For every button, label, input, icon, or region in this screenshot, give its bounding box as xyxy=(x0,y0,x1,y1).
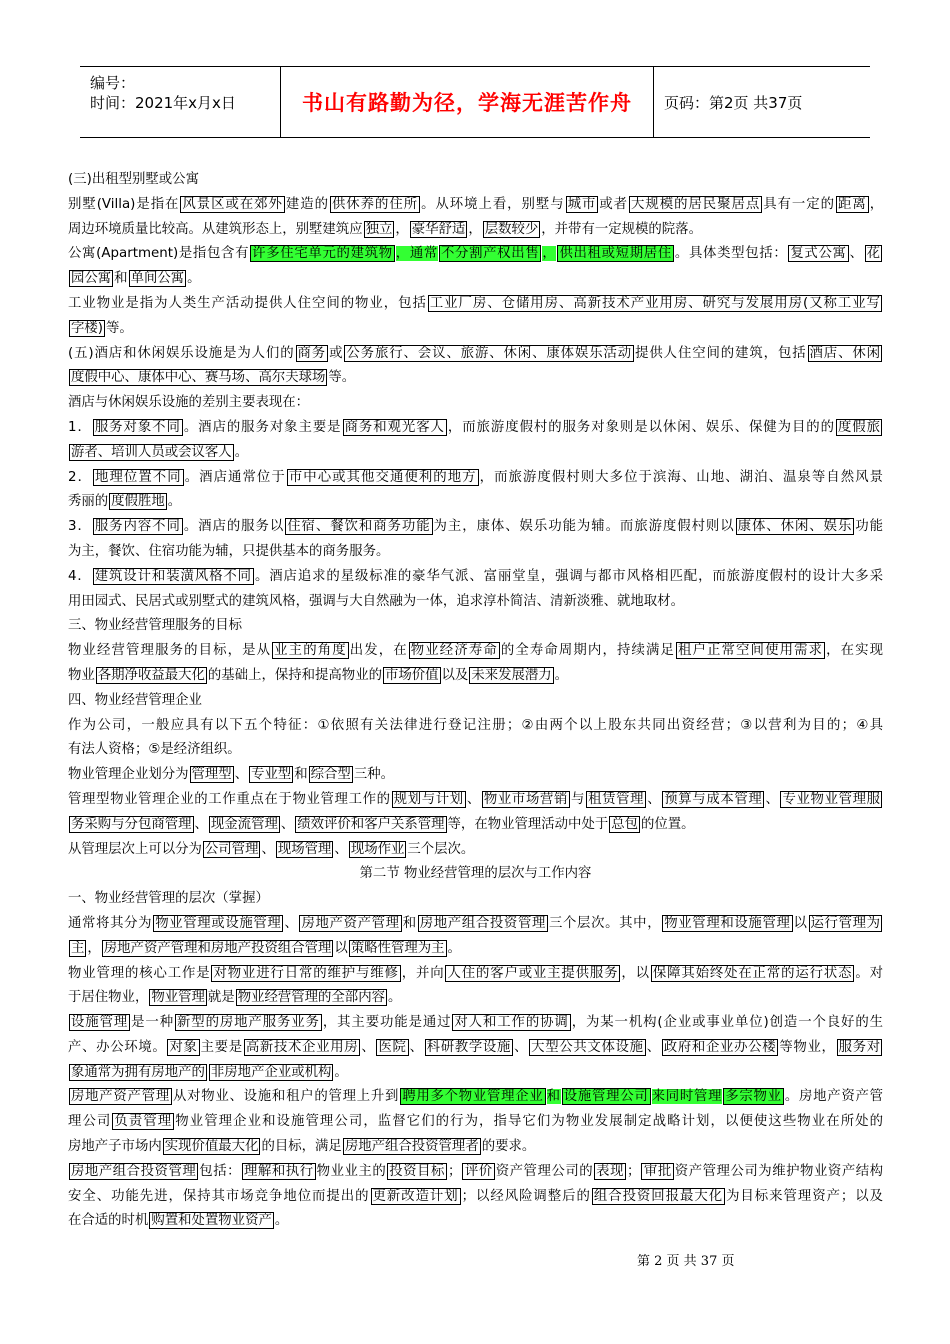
text-run: 或 xyxy=(329,345,344,361)
boxed-term: 预算与成本管理 xyxy=(664,791,763,807)
text-run: 、 xyxy=(466,791,481,807)
text-line xyxy=(68,540,883,565)
text-run: 。 xyxy=(334,1064,348,1080)
text-run: 或者 xyxy=(599,196,629,212)
highlighted-term: 供出租或短期居住 xyxy=(559,246,672,262)
boxed-term: 总包 xyxy=(611,816,639,832)
boxed-term: 设施管理 xyxy=(71,1015,129,1031)
boxed-term: 服务对 xyxy=(838,1039,881,1055)
text-run: 物业管理企业和设施管理公司，监督它们的行为，指导它们为物业发展制定战略计划，以便使这些物业在所处的 xyxy=(175,1114,883,1130)
text-line xyxy=(68,1160,883,1185)
text-run: ，在实现 xyxy=(826,643,883,659)
footer-page-number: 第 2 页 共 37 页 xyxy=(637,1254,735,1269)
highlighted-term: 不分割产权出售 xyxy=(440,246,540,262)
boxed-term: 豪华舒适 xyxy=(411,221,466,237)
text-run: 管理型物业管理企业的工作重点在于物业管理工作的 xyxy=(68,791,391,807)
text-run: 。对 xyxy=(855,965,883,981)
highlighted-term: 来同时管理 xyxy=(651,1089,723,1105)
highlighted-term: 聘用多个物业管理企业 xyxy=(402,1089,544,1105)
boxed-term: 政府和企业办公楼 xyxy=(663,1039,777,1055)
boxed-term: 大型公共文体设施 xyxy=(531,1039,644,1055)
boxed-term: 住宿、餐饮和商务功能 xyxy=(287,519,431,535)
text-run: 以及 xyxy=(441,667,469,683)
text-run: 作为公司，一般应具有以下五个特征：①依照有关法律进行登记注册；②由两个以上股东共同出资经营；③以营利为目的；④具 xyxy=(68,717,883,733)
text-line xyxy=(68,317,883,342)
boxed-term: 园公寓 xyxy=(71,271,112,287)
boxed-term: 租赁管理 xyxy=(588,791,645,807)
text-line xyxy=(68,242,883,267)
highlighted-term: ， xyxy=(542,246,557,262)
boxed-term: 物业管理或设施管理 xyxy=(155,915,282,931)
text-run: 产、办公环境。 xyxy=(68,1039,167,1055)
text-line xyxy=(68,1135,883,1160)
text-run: 物业管理企业划分为 xyxy=(68,767,189,783)
text-run: 、 xyxy=(361,1039,376,1055)
boxed-term: 评价 xyxy=(464,1163,493,1179)
text-run: 三个层次。其中， xyxy=(549,915,662,931)
boxed-term: 务采购与分包商管理 xyxy=(71,816,192,832)
text-run: 周边环境质量比较高。从建筑形态上，别墅建筑应 xyxy=(68,221,363,237)
text-run: ，以 xyxy=(621,965,650,981)
text-line xyxy=(68,366,883,391)
text-line xyxy=(68,292,883,317)
boxed-term: 市中心或其他交通便利的地方 xyxy=(288,469,477,485)
boxed-term: 管理型 xyxy=(191,767,232,783)
text-run: 、 xyxy=(646,1039,661,1055)
boxed-term: 商务 xyxy=(297,345,327,361)
text-run: 。 xyxy=(167,494,182,510)
text-run: 建造的 xyxy=(285,196,329,212)
boxed-term: 医院 xyxy=(378,1039,407,1055)
page-code-text: 页码：第2页 共37页 xyxy=(664,93,803,112)
boxed-term: 单间公寓 xyxy=(130,271,185,287)
text-line xyxy=(68,441,883,466)
text-line xyxy=(68,1110,883,1135)
text-run: 秀丽的 xyxy=(68,494,109,510)
text-line xyxy=(68,168,883,193)
text-run: 有法人资格；⑤是经济组织。 xyxy=(68,742,241,758)
text-run: 、 xyxy=(409,1039,424,1055)
text-run: 三、物业经营管理服务的目标 xyxy=(68,618,243,634)
text-line xyxy=(68,614,883,639)
text-run: ，为某一机构(企业或事业单位)创造一个良好的生 xyxy=(571,1015,883,1031)
boxed-term: 综合型 xyxy=(310,767,351,783)
text-run: 物业 xyxy=(68,667,95,683)
boxed-term: 新型的房地产服务业务 xyxy=(177,1015,320,1031)
text-line xyxy=(68,1011,883,1036)
boxed-term: 酒店、休闲 xyxy=(809,345,881,361)
text-run: 的基础上，保持和提高物业的 xyxy=(207,667,382,683)
text-line xyxy=(68,639,883,664)
text-line xyxy=(68,391,883,416)
text-run: 4． xyxy=(68,568,92,584)
text-run: ， xyxy=(395,221,409,237)
text-run: 、 xyxy=(194,816,208,832)
boxed-term: 实现价值最大化 xyxy=(164,1139,259,1155)
highlighted-term: 许多住宅单元的建筑物 xyxy=(252,246,393,262)
text-run: 资产管理公司为维护物业资产结构 xyxy=(674,1163,883,1179)
boxed-term: 科研教学设施 xyxy=(426,1039,512,1055)
text-run: 物业经营管理服务的目标，是从 xyxy=(68,643,272,659)
text-run: 。酒店追求的星级标准的豪华气派、富丽堂皇，强调与都市风格相匹配，而旅游度假村的设计大多采 xyxy=(254,568,883,584)
boxed-term: 表现 xyxy=(596,1163,625,1179)
boxed-term: 服务内容不同 xyxy=(94,519,181,535)
text-run: 从管理层次上可以分为 xyxy=(68,841,202,857)
text-line xyxy=(68,565,883,590)
boxed-term: 组合投资回报最大化 xyxy=(593,1188,724,1204)
boxed-term: 物业管理和设施管理 xyxy=(664,915,791,931)
text-run: 1． xyxy=(68,419,92,435)
boxed-term: 保障其始终处在正常的运行状态 xyxy=(652,965,853,981)
text-run: 别墅(Villa)是指在 xyxy=(68,196,180,212)
boxed-term: 专业型 xyxy=(251,767,292,783)
text-run: 。 xyxy=(234,444,249,460)
boxed-term: 工业厂房、仓储用房、高新技术产业用房、研究与发展用房(又称工业写 xyxy=(429,295,880,311)
text-run: 三种。 xyxy=(353,767,394,783)
boxed-term: 风景区或在郊外 xyxy=(182,196,283,212)
highlighted-term: ，通常 xyxy=(395,246,438,262)
text-line xyxy=(68,1036,883,1061)
boxed-term: 业主的角度 xyxy=(274,643,347,659)
text-run: (三)出租型别墅或公寓 xyxy=(68,172,199,187)
text-run: 工业物业是指为人类生产活动提供人住空间的物业，包括 xyxy=(68,295,427,311)
text-run: 、 xyxy=(334,841,348,857)
document-date-label: 时间：2021年x月x日 xyxy=(90,94,236,112)
text-run: 理公司 xyxy=(68,1114,112,1130)
text-run: 为主，康体、娱乐功能为辅。而旅游度假村则以 xyxy=(433,519,735,535)
text-run: ，其主要功能是通过 xyxy=(322,1015,452,1031)
boxed-term: 未来发展潜力 xyxy=(471,667,552,683)
text-run: 和 xyxy=(294,767,308,783)
text-line xyxy=(68,664,883,689)
text-line xyxy=(68,912,883,937)
document-body xyxy=(68,168,883,1234)
boxed-term: 商务和观光客人 xyxy=(344,419,445,435)
text-run: 等。 xyxy=(106,320,133,336)
text-line xyxy=(68,590,883,615)
header-info-cell xyxy=(80,67,281,137)
boxed-term: 主 xyxy=(71,940,85,956)
text-run: 一、物业经营管理的层次（掌握） xyxy=(68,891,269,907)
boxed-term: 独立 xyxy=(365,221,393,237)
boxed-term: 理解和执行 xyxy=(244,1163,314,1179)
text-run: 从对物业、设施和租户的管理上升到 xyxy=(172,1089,400,1105)
boxed-term: 城市 xyxy=(567,196,597,212)
boxed-term: 人住的客户或业主提供服务 xyxy=(447,965,619,981)
boxed-term: 非房地产企业或机构 xyxy=(210,1064,332,1080)
boxed-term: 距离 xyxy=(837,196,867,212)
highlighted-term: 多宗物业 xyxy=(725,1089,782,1105)
text-line xyxy=(68,218,883,243)
boxed-term: 策略性管理为主 xyxy=(350,940,445,956)
text-run: 第二节 物业经营管理的层次与工作内容 xyxy=(359,866,592,882)
text-line xyxy=(68,962,883,987)
boxed-term: 运行管理为 xyxy=(810,915,881,931)
text-run: ，而旅游度假村的服务对象则是以休闲、娱乐、保健为目的的 xyxy=(447,419,835,435)
page-footer xyxy=(637,1250,734,1269)
boxed-term: 现场管理 xyxy=(277,841,332,857)
text-run: 、 xyxy=(261,841,275,857)
text-run: 四、物业经营管理企业 xyxy=(68,692,202,708)
text-run: 、 xyxy=(234,767,249,783)
text-run: 的全寿命周期内，持续满足 xyxy=(500,643,675,659)
text-line xyxy=(68,416,883,441)
text-run: 与 xyxy=(571,791,586,807)
text-run: 、 xyxy=(280,816,295,832)
text-run: 。 xyxy=(274,1213,289,1229)
text-run: 通常将其分为 xyxy=(68,915,153,931)
boxed-term: 度假胜地 xyxy=(111,494,165,510)
text-line xyxy=(68,838,883,863)
text-run: ，并带有一定规模的院落。 xyxy=(541,221,702,237)
boxed-term: 复式公寓 xyxy=(790,246,847,262)
page-header xyxy=(80,66,870,138)
text-run: ； xyxy=(447,1163,462,1179)
text-line xyxy=(68,689,883,714)
text-run: 用田园式、民居式或别墅式的建筑风格，强调与大自然融为一体，追求淳朴简洁、清新淡雅、就地取材。 xyxy=(68,593,684,609)
text-run: 等。 xyxy=(328,370,356,386)
boxed-term: 更新改造计划 xyxy=(372,1188,459,1204)
boxed-term: 象通常为拥有房地产的 xyxy=(71,1064,205,1080)
text-run: 。从环境上看，别墅与 xyxy=(421,196,565,212)
text-line xyxy=(68,1185,883,1210)
text-line xyxy=(68,738,883,763)
boxed-term: 供休养的住所 xyxy=(331,196,419,212)
boxed-term: 各期净收益最大化 xyxy=(97,667,205,683)
text-run: 功能 xyxy=(855,519,883,535)
boxed-term: 房地产组合投资管理 xyxy=(419,915,546,931)
boxed-term: 绩效评价和客户关系管理 xyxy=(297,816,445,832)
text-run: ， xyxy=(869,196,883,212)
boxed-term: 专业物业管理服 xyxy=(782,791,881,807)
text-line xyxy=(68,1085,883,1110)
text-run: 包括： xyxy=(199,1163,242,1179)
text-run: 物业业主的 xyxy=(316,1163,387,1179)
text-run: 、 xyxy=(765,791,780,807)
boxed-term: 对人和工作的协调 xyxy=(454,1015,569,1031)
text-line xyxy=(68,267,883,292)
boxed-term: 字楼) xyxy=(71,320,104,336)
header-motto-cell xyxy=(281,67,654,137)
text-line xyxy=(68,887,883,912)
boxed-term: 服务对象不同 xyxy=(94,419,181,435)
text-run: 的位置。 xyxy=(641,816,695,832)
boxed-term: 市场价值 xyxy=(384,667,439,683)
text-run: 以 xyxy=(334,940,348,956)
boxed-term: 物业管理 xyxy=(151,990,205,1006)
text-run: 出发，在 xyxy=(349,643,408,659)
text-run: 等物业， xyxy=(779,1039,836,1055)
text-run: ；以经风险调整后的 xyxy=(461,1188,591,1204)
boxed-term: 高新技术企业用房 xyxy=(245,1039,359,1055)
text-run: 为主，餐饮、住宿功能为辅，只提供基本的商务服务。 xyxy=(68,543,390,559)
text-run: 酒店与休闲娱乐设施的差别主要表现在： xyxy=(68,395,310,411)
text-run: 的要求。 xyxy=(481,1139,536,1155)
text-run: 2． xyxy=(68,469,93,485)
boxed-term: 房地产资产管理 xyxy=(71,1089,170,1105)
text-run: ，而旅游度假村则大多位于滨海、山地、湖泊、温泉等自然风景 xyxy=(479,469,883,485)
boxed-term: 度假旅 xyxy=(837,419,881,435)
boxed-term: 房地产资产管理 xyxy=(301,915,400,931)
text-run: 在合适的时机 xyxy=(68,1213,149,1229)
boxed-term: 度假中心、康体中心、赛马场、高尔夫球场 xyxy=(71,370,326,386)
text-line xyxy=(68,342,883,367)
text-line xyxy=(68,937,883,962)
text-run: 。 xyxy=(187,271,201,287)
text-run: 的目标，满足 xyxy=(261,1139,342,1155)
text-run: ，并向 xyxy=(401,965,445,981)
text-line xyxy=(68,862,883,887)
text-run: 就是 xyxy=(207,990,235,1006)
boxed-term: 审批 xyxy=(643,1163,672,1179)
text-run: 公寓(Apartment)是指包含有 xyxy=(68,246,250,262)
text-run: 。酒店的服务以 xyxy=(183,519,285,535)
text-run: 。 xyxy=(387,990,402,1006)
header-page-cell xyxy=(654,67,870,137)
text-run: 房地产子市场内 xyxy=(68,1139,162,1155)
text-run: 。 xyxy=(554,667,569,683)
text-run: ， xyxy=(468,221,482,237)
boxed-term: 层数较少 xyxy=(484,221,539,237)
text-line xyxy=(68,193,883,218)
boxed-term: 地理位置不同 xyxy=(95,469,182,485)
boxed-term: 物业经济寿命 xyxy=(410,643,498,659)
text-run: 和 xyxy=(114,271,128,287)
text-run: 。具体类型包括： xyxy=(674,246,788,262)
highlighted-term: 和 xyxy=(546,1089,561,1105)
text-run: 、 xyxy=(849,246,864,262)
text-run: 主要是 xyxy=(200,1039,243,1055)
text-line xyxy=(68,986,883,1011)
boxed-term: 建筑设计和装潢风格不同 xyxy=(94,568,252,584)
text-run: 安全、功能先进，保持其市场竞争地位而提出的 xyxy=(68,1188,370,1204)
boxed-term: 公务旅行、会议、旅游、休闲、康体娱乐活动 xyxy=(346,345,633,361)
motto-text: 书山有路勤为径，学海无涯苦作舟 xyxy=(302,91,632,115)
text-line xyxy=(68,788,883,813)
text-run: 以 xyxy=(793,915,808,931)
text-line xyxy=(68,763,883,788)
text-run: ； xyxy=(627,1163,641,1179)
boxed-term: 公司管理 xyxy=(204,841,259,857)
text-line xyxy=(68,714,883,739)
text-run: (五)酒店和休闲娱乐设施是为人们的 xyxy=(68,345,295,361)
boxed-term: 现金流管理 xyxy=(210,816,278,832)
document-number-label: 编号： xyxy=(90,74,136,92)
text-run: 3． xyxy=(68,519,92,535)
text-run: 等，在物业管理活动中处于 xyxy=(447,816,609,832)
boxed-term: 物业市场营销 xyxy=(483,791,569,807)
boxed-term: 对物业进行日常的维护与维修 xyxy=(213,965,399,981)
text-run: 具有一定的 xyxy=(763,196,835,212)
boxed-term: 购置和处置物业资产 xyxy=(151,1213,272,1229)
text-run: 资产管理公司的 xyxy=(495,1163,594,1179)
text-line xyxy=(68,490,883,515)
text-run: 是一种 xyxy=(131,1015,174,1031)
boxed-term: 对象 xyxy=(169,1039,198,1055)
text-run: 于居住物业， xyxy=(68,990,149,1006)
text-run: 、 xyxy=(514,1039,529,1055)
text-line xyxy=(68,515,883,540)
text-run: 。房地产资产管 xyxy=(784,1089,883,1105)
boxed-term: 康体、休闲、娱乐 xyxy=(737,519,853,535)
text-run: 提供人住空间的建筑，包括 xyxy=(635,345,807,361)
text-run: 。酒店通常位于 xyxy=(184,469,286,485)
text-run: 、 xyxy=(647,791,662,807)
boxed-term: 花 xyxy=(866,246,881,262)
boxed-term: 房地产组合投资管理 xyxy=(71,1163,197,1179)
boxed-term: 租户正常空间使用需求 xyxy=(678,643,824,659)
boxed-term: 现场作业 xyxy=(350,841,405,857)
boxed-term: 投资目标 xyxy=(389,1163,445,1179)
boxed-term: 游者、培训人员或会议客人 xyxy=(71,444,232,460)
boxed-term: 物业经营管理的全部内容 xyxy=(237,990,385,1006)
boxed-term: 负责管理 xyxy=(114,1114,173,1130)
text-run: 物业管理的核心工作是 xyxy=(68,965,211,981)
boxed-term: 大规模的居民聚居点 xyxy=(631,196,761,212)
text-line xyxy=(68,1209,883,1234)
highlighted-term: 设施管理公司 xyxy=(563,1089,649,1105)
boxed-term: 规划与计划 xyxy=(393,791,464,807)
text-line xyxy=(68,813,883,838)
text-run: 。 xyxy=(447,940,461,956)
text-run: ， xyxy=(87,940,101,956)
text-run: 三个层次。 xyxy=(407,841,475,857)
boxed-term: 房地产资产管理和房地产投资组合管理 xyxy=(103,940,332,956)
text-run: 为目标来管理资产；以及 xyxy=(726,1188,883,1204)
text-run: 。酒店的服务对象主要是 xyxy=(183,419,342,435)
boxed-term: 房地产组合投资管理者 xyxy=(344,1139,479,1155)
text-run: 和 xyxy=(402,915,417,931)
text-run: 、 xyxy=(284,915,299,931)
text-line xyxy=(68,466,883,491)
text-line xyxy=(68,1061,883,1086)
